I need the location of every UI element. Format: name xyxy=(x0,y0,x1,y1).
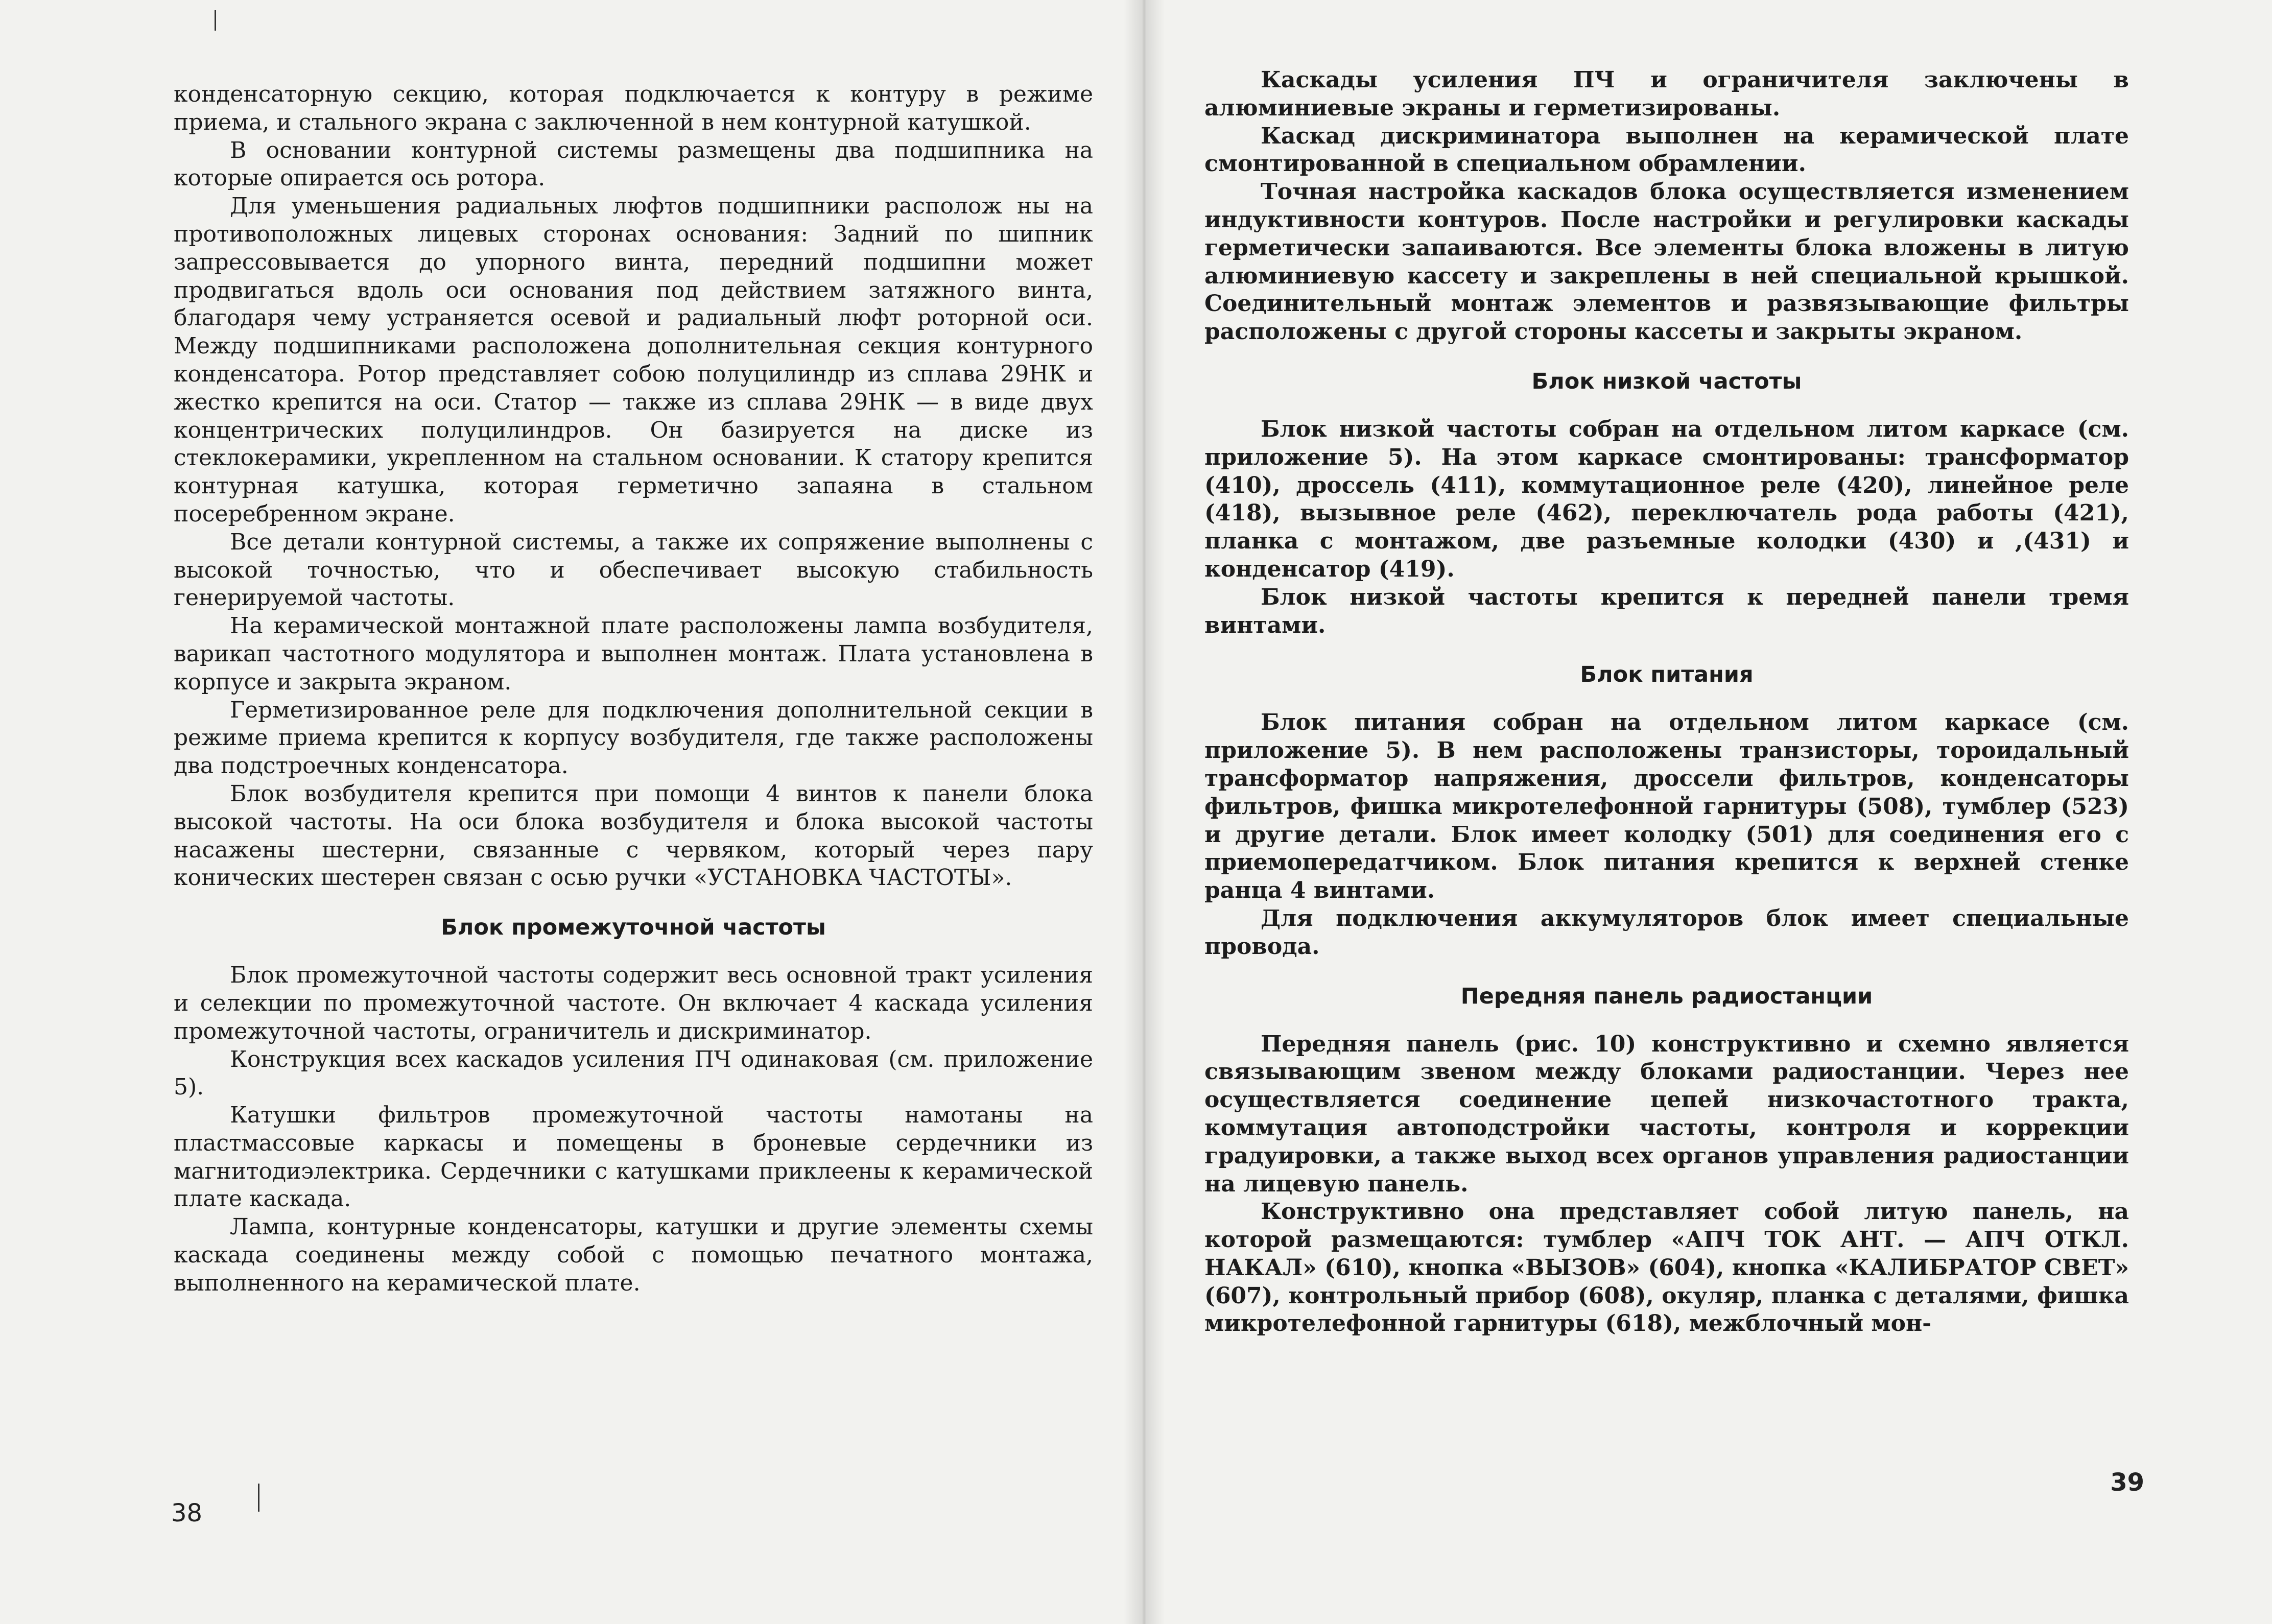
paragraph: Для уменьшения радиальных люфтов подшипники располож ны на противоположных лицевых сторонах основания: Задний по шипник запрессовывается до упорного винта, передний подшипни может продвигаться вдоль оси основания под действием затяжного винта, благодаря чему устраняется осевой и радиальный люфт роторной оси. Между подшипниками расположена дополнительная секция контурного конденсатора. Ротор представляет собою полуцилиндр из сплава 29НК и жестко крепится на оси. Статор — также из сплава 29НК — в виде двух концентрических полуцилиндров. Он базируется на диске из стеклокерамики, укрепленном на стальном основании. К статору крепится контурная катушка, которая герметично запаяна в стальном посеребренном экране. xyxy=(174,193,1093,527)
book-gutter xyxy=(1124,0,1165,1624)
paragraph: Блок возбудителя крепится при помощи 4 винтов к панели блока высокой частоты. На оси блока возбудителя и блока высокой частоты насажены шестерни, связанные с червяком, который через пару конических шестерен связан с осью ручки «УСТАНОВКА ЧАСТОТЫ». xyxy=(174,780,1093,891)
right-page xyxy=(1143,0,2272,1624)
scan-mark xyxy=(215,10,216,31)
right-page-text xyxy=(1204,66,2129,1338)
paragraph: Все детали контурной системы, а также их сопряжение выполнены с высокой точностью, что и обеспечивает высокую стабильность генерируемой частоты. xyxy=(174,529,1093,611)
section-heading-power-block: Блок питания xyxy=(1580,662,1754,688)
paragraph: Блок низкой частоты крепится к передней панели тремя винтами. xyxy=(1204,584,2129,638)
section-heading-front-panel: Передняя панель радиостанции xyxy=(1460,983,1873,1009)
section-heading-if-block: Блок промежуточной частоты xyxy=(441,915,826,941)
paragraph: конденсаторную секцию, которая подключается к контуру в режиме приема, и стального экрана с заключенной в нем контурной катушкой. xyxy=(174,81,1093,135)
paragraph: Катушки фильтров промежуточной частоты намотаны на пластмассовые каркасы и помещены в броневые сердечники из магнитодиэлектрика. Сердечники с катушками приклеены к керамической плате каскада. xyxy=(174,1102,1093,1212)
left-page-text xyxy=(174,81,1093,1298)
paragraph: Конструктивно она представляет собой литую панель, на которой размещаются: тумблер «АПЧ ТОК АНТ. — АПЧ ОТКЛ. НАКАЛ» (610), кнопка «ВЫЗОВ» (604), кнопка «КАЛИБРАТОР СВЕТ» (607), контрольный прибор (608), окуляр, планка с деталями, фишка микротелефонной гарнитуры (618), межблочный мон- xyxy=(1204,1199,2129,1337)
paragraph: Лампа, контурные конденсаторы, катушки и другие элементы схемы каскада соединены между собой с помощью печатного монтажа, выполненного на керамической плате. xyxy=(174,1214,1093,1296)
paragraph: Точная настройка каскадов блока осуществляется изменением индуктивности контуров. После настройки и регулировки каскады герметически запаиваются. Все элементы блока вложены в литую алюминиевую кассету и закреплены в ней специальной крышкой. Соединительный монтаж элементов и развязывающие фильтры расположены с другой стороны кассеты и закрыты экраном. xyxy=(1204,179,2129,345)
paragraph: Герметизированное реле для подключения дополнительной секции в режиме приема крепится к корпусу возбудителя, где также расположены два подстроечных конденсатора. xyxy=(174,697,1093,779)
paragraph: На керамической монтажной плате расположены лампа возбудителя, варикап частотного модулятора и выполнен монтаж. Плата установлена в корпусе и закрыта экраном. xyxy=(174,613,1093,695)
paragraph: Конструкция всех каскадов усиления ПЧ одинаковая (см. приложение 5). xyxy=(174,1046,1093,1101)
paragraph: Каскады усиления ПЧ и ограничителя заключены в алюминиевые экраны и герметизированы. xyxy=(1204,67,2129,121)
paragraph: Для подключения аккумуляторов блок имеет специальные провода. xyxy=(1204,905,2129,960)
paragraph: Блок питания собран на отдельном литом каркасе (см. приложение 5). В нем расположены транзисторы, тороидальный трансформатор напряжения, дроссели фильтров, конденсаторы фильтров, фишка микротелефонной гарнитуры (508), тумблер (523) и другие детали. Блок имеет колодку (501) для соединения его с приемопередатчиком. Блок питания крепится к верхней стенке ранца 4 винтами. xyxy=(1204,709,2129,904)
page-number-left: 38 xyxy=(171,1499,203,1527)
paragraph: Каскад дискриминатора выполнен на керамической плате смонтированной в специальном обрамлении. xyxy=(1204,123,2129,177)
paragraph: Блок промежуточной частоты содержит весь основной тракт усиления и селекции по промежуточной частоте. Он включает 4 каскада усиления промежуточной частоты, ограничитель и дискриминатор. xyxy=(174,962,1093,1044)
scan-mark xyxy=(258,1484,259,1512)
section-heading-lf-block: Блок низкой частоты xyxy=(1531,368,1802,394)
paragraph: Передняя панель (рис. 10) конструктивно и схемно является связывающим звеном между блоками радиостанции. Через нее осуществляется соединение цепей низкочастотного тракта, коммутация автоподстройки частоты, контроля и коррекции градуировки, а также выход всех органов управления радиостанции на лицевую панель. xyxy=(1204,1031,2129,1197)
page-number-right: 39 xyxy=(2110,1468,2144,1497)
paragraph: Блок низкой частоты собран на отдельном литом каркасе (см. приложение 5). На этом каркасе смонтированы: трансформатор (410), дроссель (411), коммутационное реле (420), линейное реле (418), вызывное реле (462), переключатель рода работы (421), планка с монтажом, две разъемные колодки (430) и ,(431) и конденсатор (419). xyxy=(1204,416,2129,582)
paragraph: В основании контурной системы размещены два подшипника на которые опирается ось ротора. xyxy=(174,137,1093,192)
